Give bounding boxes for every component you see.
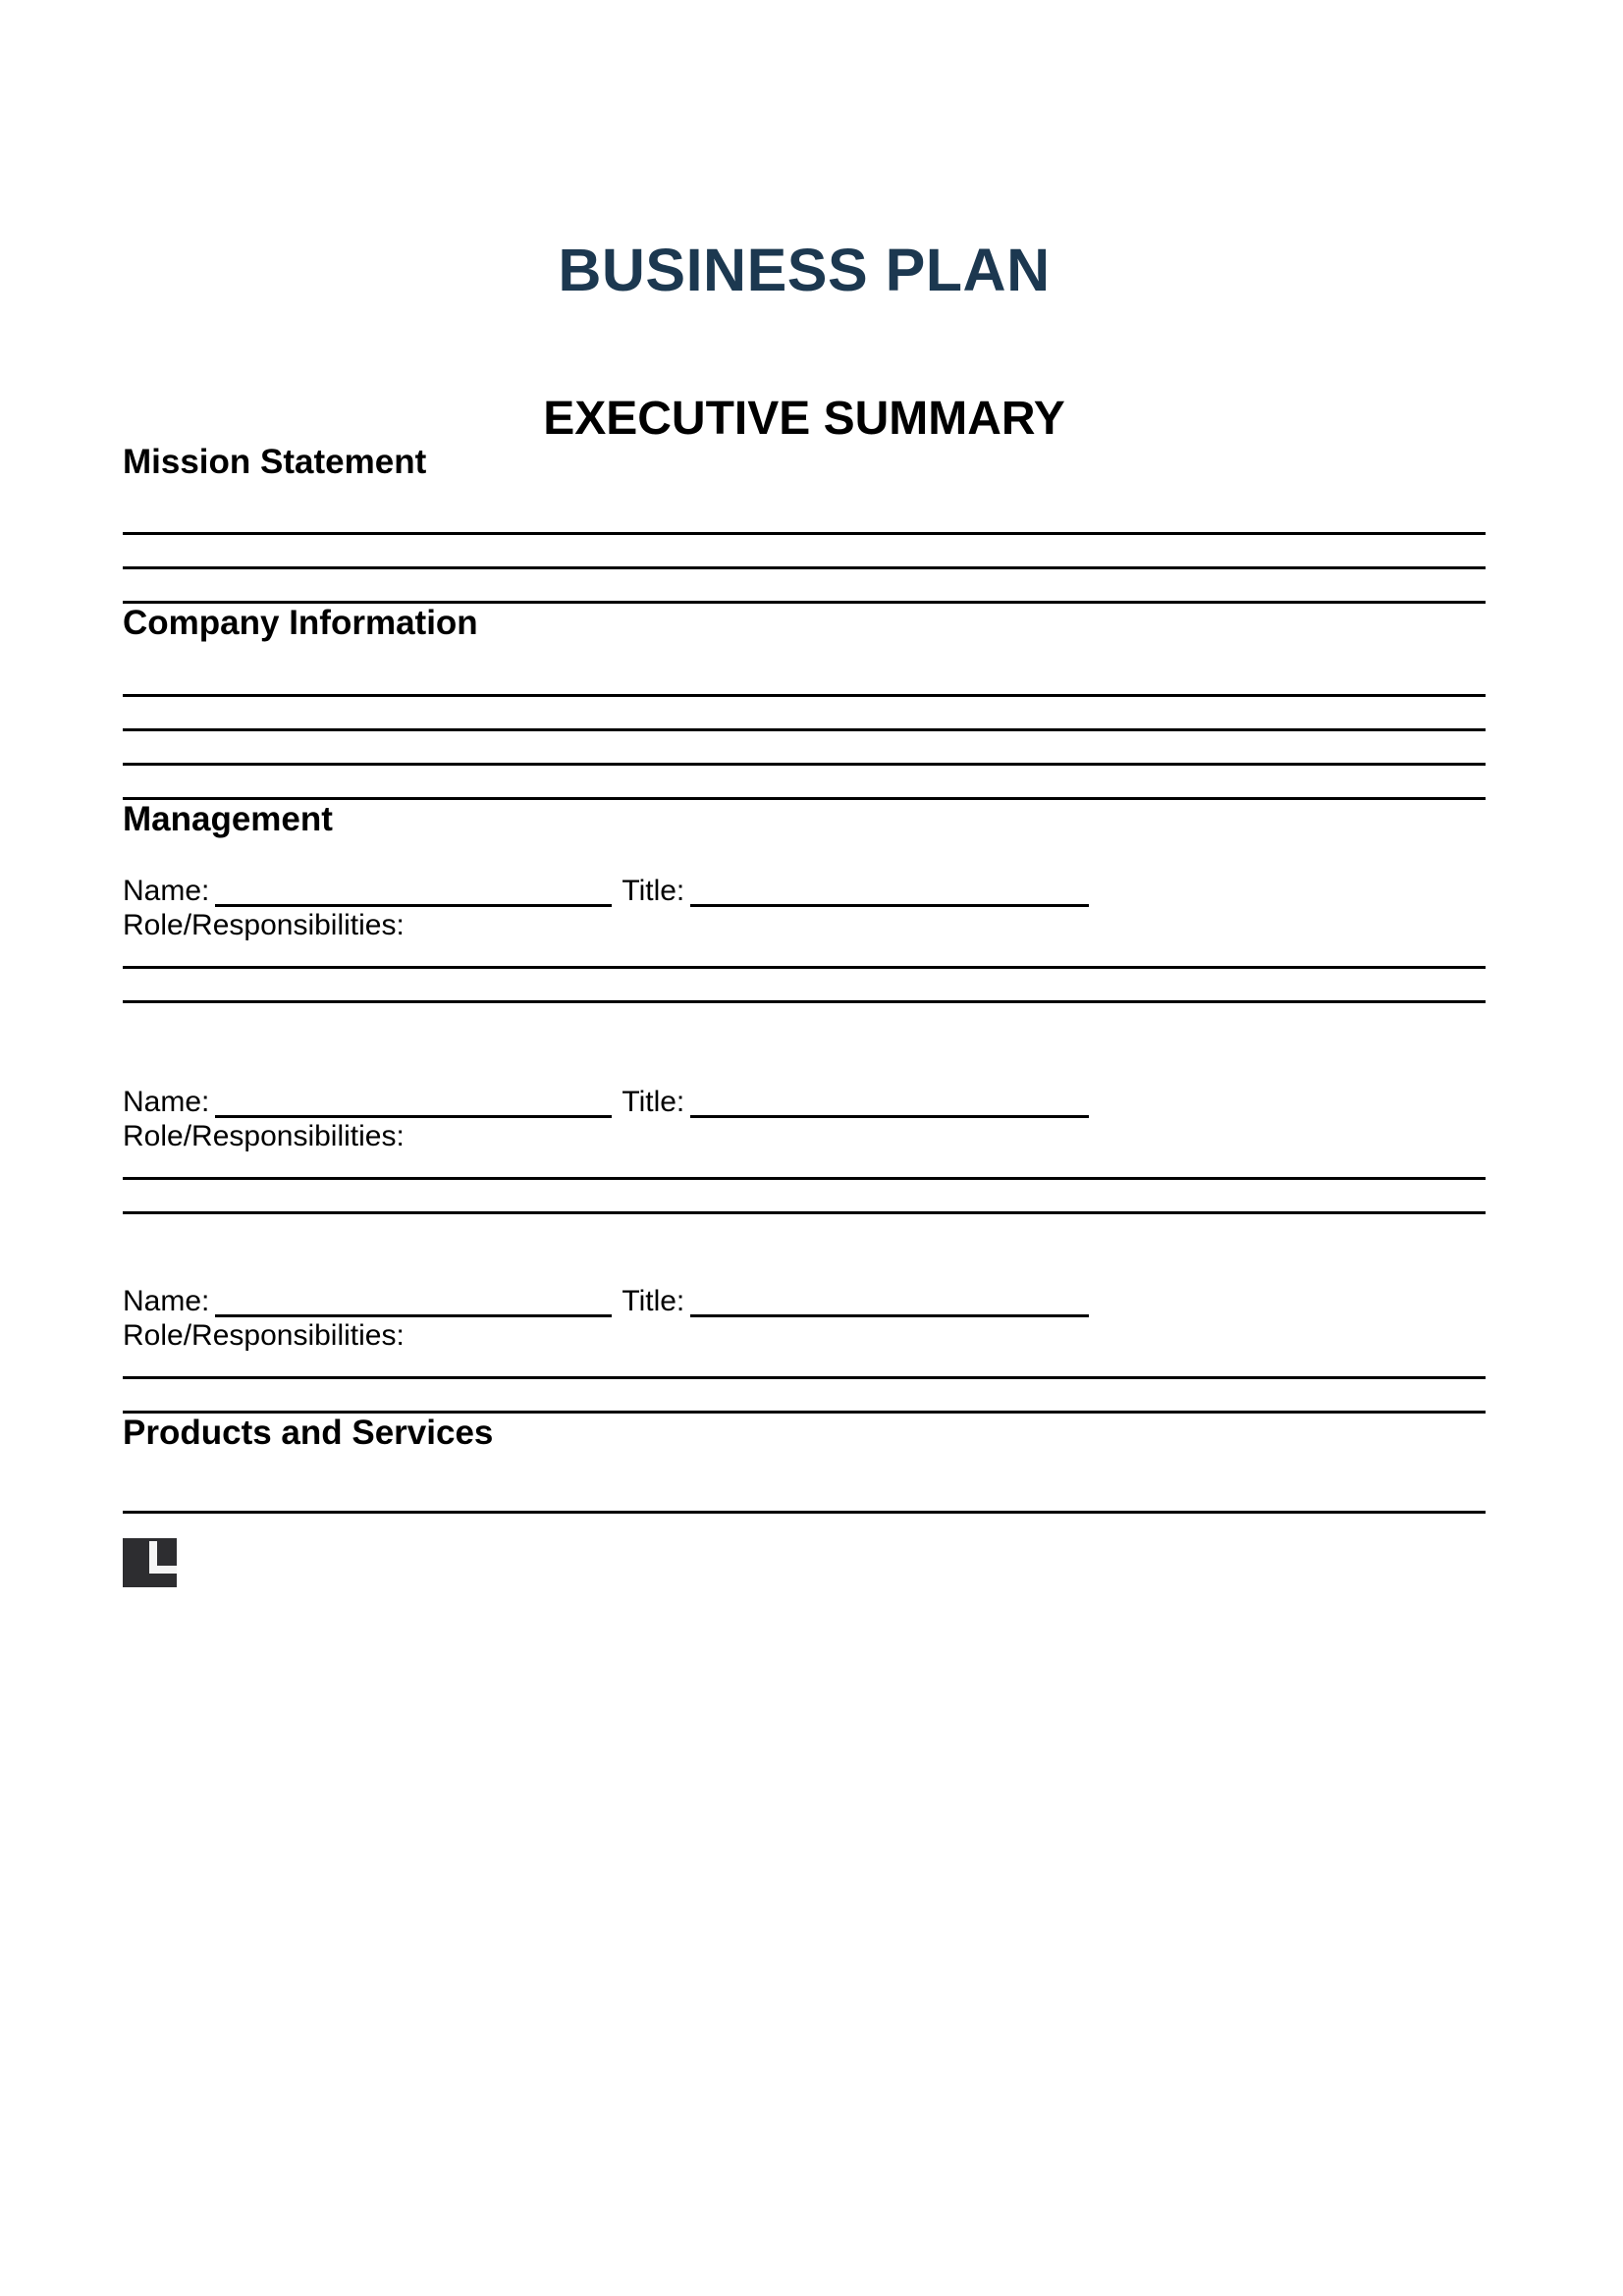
blank-line [123,731,1486,766]
management-entry [123,1085,1486,1214]
title-blank-field [690,1094,1089,1118]
role-blank-lines [123,1146,1486,1214]
name-label: Name: [123,1285,210,1317]
section-company-information [123,604,1486,800]
name-blank-field [215,882,612,907]
name-blank-field [215,1094,612,1118]
role-label: Role/Responsibilities: [123,909,405,941]
company-blank-lines [123,663,1486,800]
title-label: Title: [622,875,685,907]
products-blank-lines [123,1479,1486,1514]
blank-line [123,1479,1486,1514]
blank-line [123,969,1486,1003]
name-title-row [123,1284,1486,1318]
mission-statement-heading: Mission Statement [123,443,427,481]
blank-line [123,569,1486,604]
blank-line [123,501,1486,535]
name-blank-field [215,1293,612,1317]
page-subtitle: EXECUTIVE SUMMARY [543,393,1065,445]
role-blank-lines [123,934,1486,1003]
role-label: Role/Responsibilities: [123,1120,405,1152]
blank-line [123,766,1486,800]
name-label: Name: [123,1086,210,1118]
blank-line [123,1180,1486,1214]
blank-line [123,697,1486,731]
blank-line [123,663,1486,697]
name-title-row [123,1085,1486,1119]
letter-l-icon [149,1566,177,1574]
role-label: Role/Responsibilities: [123,1319,405,1352]
page-title: BUSINESS PLAN [558,237,1051,303]
section-products-and-services [123,1414,1486,1514]
title-blank-field [690,1293,1089,1317]
legaltemplates-logo [123,1538,177,1587]
management-heading: Management [123,800,333,838]
title-label: Title: [622,1086,685,1118]
blank-line [123,1379,1486,1414]
name-label: Name: [123,875,210,907]
title-label: Title: [622,1285,685,1317]
products-and-services-heading: Products and Services [123,1414,494,1452]
company-information-heading: Company Information [123,604,478,642]
management-entry [123,1284,1486,1414]
title-blank-field [690,882,1089,907]
section-mission-statement [123,443,1486,604]
name-title-row [123,874,1486,908]
role-blank-lines [123,1345,1486,1414]
mission-blank-lines [123,501,1486,604]
blank-line [123,535,1486,569]
section-management [123,800,1486,1414]
management-entry [123,874,1486,1003]
